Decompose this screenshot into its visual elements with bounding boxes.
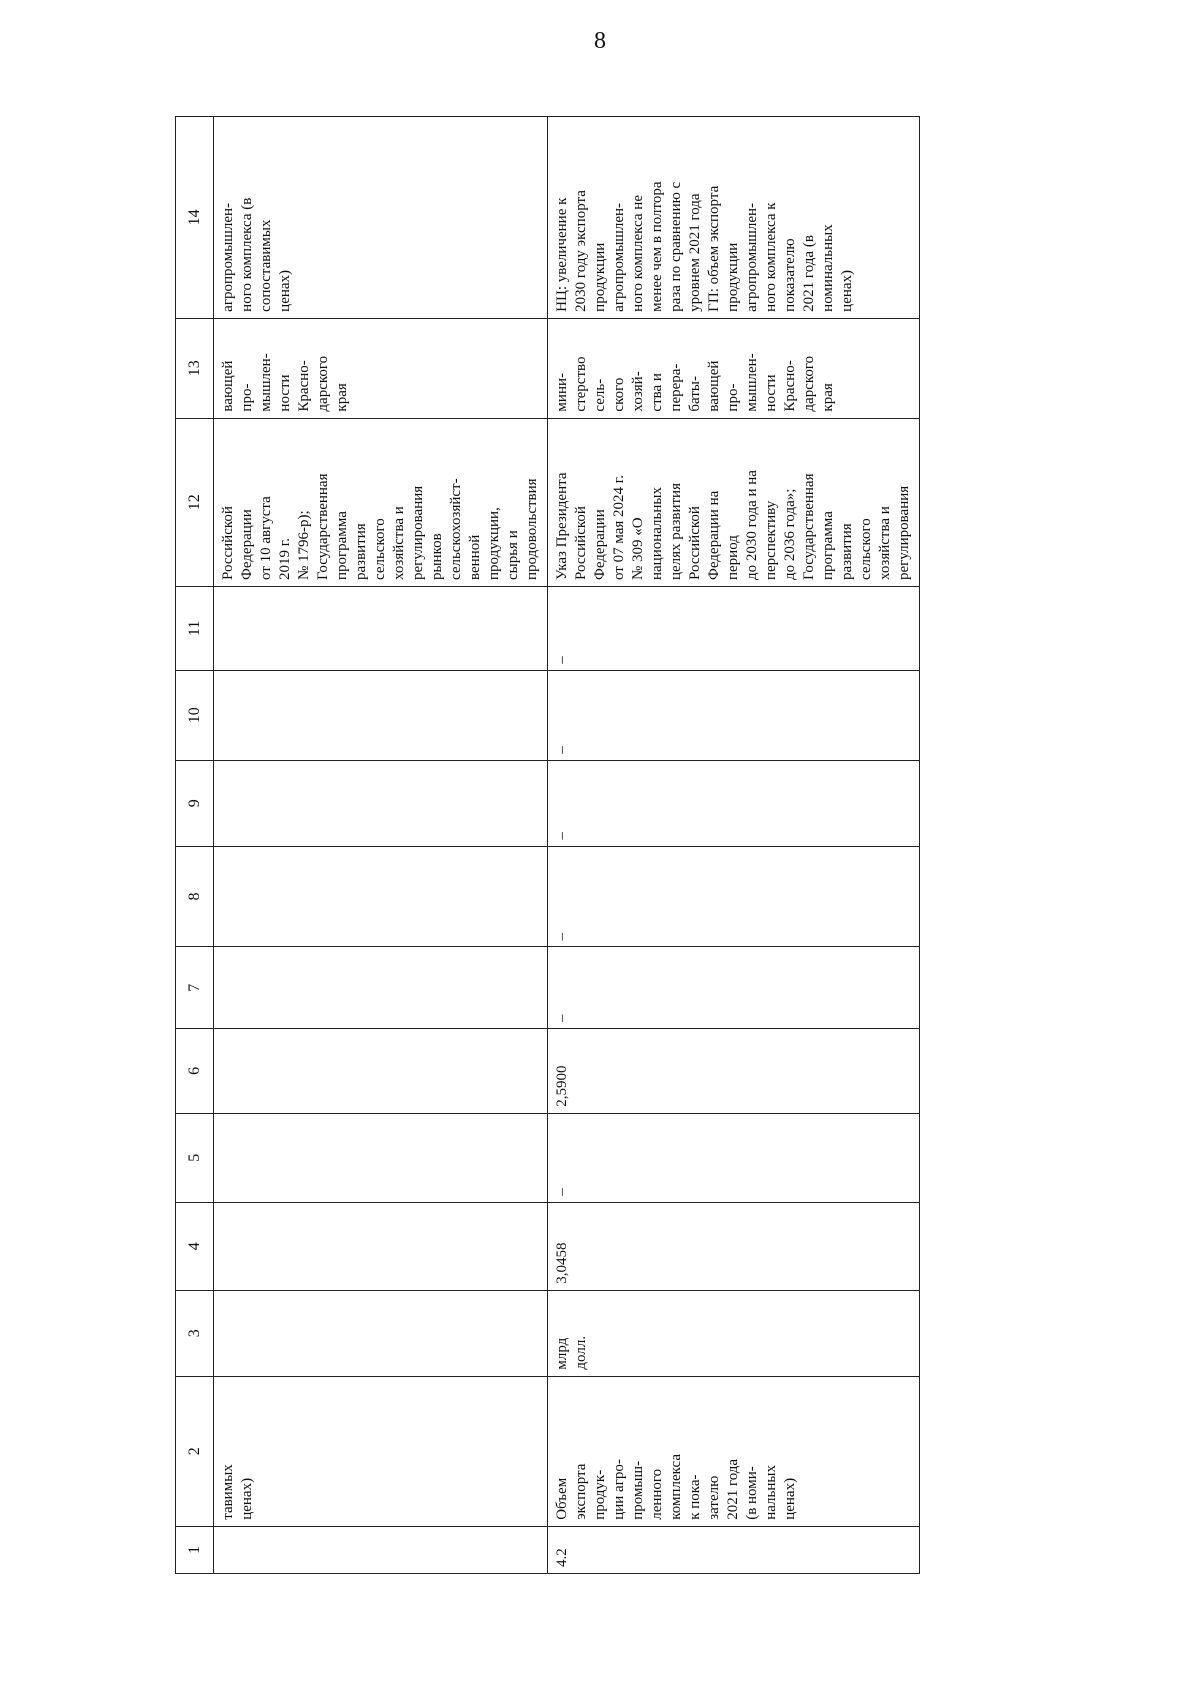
cell-col-5: [214, 1113, 548, 1202]
header-col-9: 9: [176, 760, 214, 846]
cell-col-6: [214, 1029, 548, 1114]
cell-number: [214, 1526, 548, 1573]
cell-col-4: 3,0458: [548, 1202, 920, 1290]
cell-col-9: –: [548, 760, 920, 846]
cell-responsible: мини- стерство сель- ского хозяй- ства и перера- баты- вающей про- мышлен- ности Красно- дарского края: [548, 318, 920, 418]
header-col-6: 6: [176, 1029, 214, 1114]
cell-col-10: [214, 670, 548, 760]
cell-col-11: [214, 587, 548, 671]
table-header-row: [176, 117, 214, 1574]
cell-note: агропромышлен- ного комплекса (в сопоставимых ценах): [214, 117, 548, 319]
cell-col-8: –: [548, 846, 920, 947]
cell-col-6: 2,5900: [548, 1029, 920, 1114]
cell-basis-document: Российской Федерации от 10 августа 2019 г. № 1796-р); Государственная программа развития сельского хозяйства и регулирования рынков сельскохозяйст- венной продукции, сырья и продовольствия: [214, 418, 548, 586]
cell-col-5: –: [548, 1113, 920, 1202]
header-col-11: 11: [176, 587, 214, 671]
rotated-table-container: [175, 116, 912, 1574]
header-col-3: 3: [176, 1290, 214, 1376]
cell-col-11: –: [548, 587, 920, 671]
cell-col-7: –: [548, 947, 920, 1029]
header-col-12: 12: [176, 418, 214, 586]
cell-note: НЦ: увеличение к 2030 году экспорта продукции агропромышлен- ного комплекса не менее чем в полтора раза по сравнению с уровнем 2021 года ГП: объем экспорта продукции агропромышлен- ного комплекса к показателю 2021 года (в номинальных ценах): [548, 117, 920, 319]
header-col-14: 14: [176, 117, 214, 319]
indicators-table: [175, 116, 920, 1574]
cell-indicator: Объем экспорта продук- ции агро- промыш- ленного комплекса к пока- зателю 2021 года (в номи- нальных ценах): [548, 1376, 920, 1526]
header-col-2: 2: [176, 1376, 214, 1526]
cell-col-7: [214, 947, 548, 1029]
cell-unit: млрд долл.: [548, 1290, 920, 1376]
cell-col-10: –: [548, 670, 920, 760]
header-col-5: 5: [176, 1113, 214, 1202]
table-row: [548, 117, 920, 1574]
header-col-7: 7: [176, 947, 214, 1029]
cell-number: 4.2: [548, 1526, 920, 1573]
header-col-8: 8: [176, 846, 214, 947]
cell-basis-document: Указ Президента Российской Федерации от 07 мая 2024 г. № 309 «О национальных целях развития Российской Федерации на период до 2030 года и на перспективу до 2036 года»; Государственная программа развития сельского хозяйства и регулирования: [548, 418, 920, 586]
header-col-13: 13: [176, 318, 214, 418]
table-row: [214, 117, 548, 1574]
cell-unit: [214, 1290, 548, 1376]
cell-responsible: вающей про- мышлен- ности Красно- дарского края: [214, 318, 548, 418]
cell-col-9: [214, 760, 548, 846]
header-col-1: 1: [176, 1526, 214, 1573]
cell-indicator: тавимых ценах): [214, 1376, 548, 1526]
page-number: 8: [594, 28, 606, 54]
cell-col-4: [214, 1202, 548, 1290]
cell-col-8: [214, 846, 548, 947]
header-col-10: 10: [176, 670, 214, 760]
header-col-4: 4: [176, 1202, 214, 1290]
